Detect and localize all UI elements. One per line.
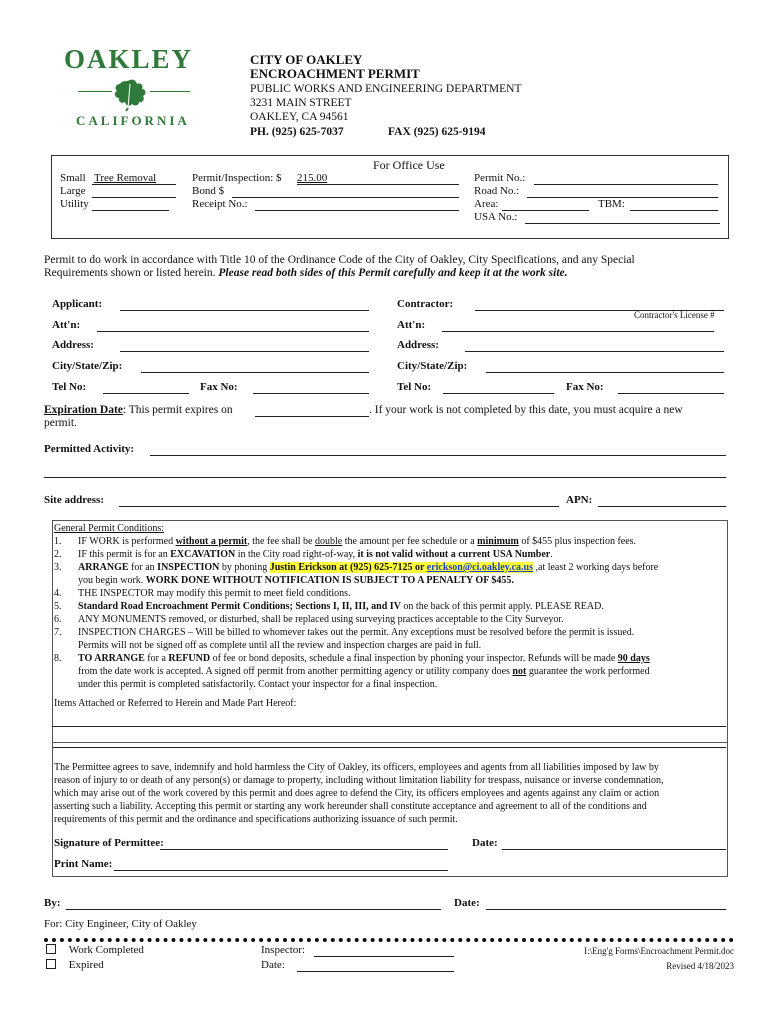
header-fax: FAX (925) 625-9194 xyxy=(388,126,486,138)
intro-text-line1: Permit to do work in accordance with Title 10 of the Ordinance Code of the City of Oakley, City Specifications, and any Special xyxy=(44,254,635,266)
intro-text-line2 xyxy=(44,267,568,279)
items-attached-field[interactable] xyxy=(52,715,726,727)
logo-wordmark: OAKLEY xyxy=(64,44,194,74)
condition-7: 7. INSPECTION CHARGES – Will be billed to whomever takes out the permit. Any exceptions must be resolved before the permit is issued. Permits will not be signed off as complete until all the review and inspection charges are paid in full. xyxy=(54,627,635,651)
footer-divider xyxy=(44,938,734,942)
attn-left-field[interactable] xyxy=(97,319,369,332)
signature-field[interactable] xyxy=(160,837,448,850)
condition-2: 2. IF this permit is for an EXCAVATION in the City road right-of-way, it is not valid without a current USA Number. xyxy=(54,549,553,560)
fax-left-label: Fax No: xyxy=(200,381,238,393)
work-completed-row xyxy=(46,944,144,956)
footer-date-field[interactable] xyxy=(297,959,454,972)
expiration-line: Expiration Date: This permit expires on xyxy=(44,404,233,416)
by-label: By: xyxy=(44,897,61,909)
expired-checkbox[interactable] xyxy=(46,959,56,969)
signature-date-label: Date: xyxy=(472,837,498,849)
office-permit-insp-label: Permit/Inspection: $ xyxy=(192,172,282,184)
office-small-label: Small xyxy=(60,172,86,184)
condition-3: 3. ARRANGE for an INSPECTION by phoning Justin Erickson at (925) 625-7125 or erickson@ci.oakley.ca.us ,at least 2 working days before you begin work. WORK DONE WITHOUT NOTIFICATION IS SUBJECT TO A PENALTY OF $455. xyxy=(54,562,659,586)
print-name-label: Print Name: xyxy=(54,858,113,870)
expired-label: Expired xyxy=(68,959,104,971)
apn-field[interactable] xyxy=(598,494,726,507)
tel-right-label: Tel No: xyxy=(397,381,432,393)
logo-rule-left xyxy=(78,91,112,92)
inspector-contact-highlight: Justin Erickson at (925) 625-7125 or xyxy=(269,562,427,573)
office-utility-label: Utility xyxy=(60,198,89,210)
expiration-label: Expiration Date xyxy=(44,404,123,416)
office-permit-no-field[interactable] xyxy=(534,172,718,185)
apn-label: APN: xyxy=(566,494,593,506)
agreement-text: The Permittee agrees to save, indemnify and hold harmless the City of Oakley, its officers, employees and agents from all liabilities imposed by law by reason of injury to or death of any person(s) or damage to property, including without limitation liability for trespass, nuisance or inverse condemnation, which may arise out of the work covered by this permit and does agree to defend the City, its officers employees and agents against any claim or action asserting such a liability. Accepting this permit or starting any work hereunder shall constitute acceptance and agreement to all of the conditions and requirements of this permit and the ordinance and specifications authorizing issuance of such permit. xyxy=(54,762,664,825)
footer-file-path: I:\Eng'g Forms\Encroachment Permit.doc xyxy=(584,946,734,956)
attn-left-label: Att'n: xyxy=(52,319,81,331)
office-road-no-field[interactable] xyxy=(527,185,718,198)
for-city-engineer: For: City Engineer, City of Oakley xyxy=(44,918,197,930)
footer-date-label: Date: xyxy=(261,959,285,971)
office-road-no-label: Road No.: xyxy=(474,185,520,197)
logo-subtitle: CALIFORNIA xyxy=(76,113,190,128)
address-left-field[interactable] xyxy=(120,339,369,352)
office-tbm-label: TBM: xyxy=(598,198,625,210)
header-department: PUBLIC WORKS AND ENGINEERING DEPARTMENT xyxy=(250,83,522,95)
office-tbm-field[interactable] xyxy=(630,198,718,211)
expiration-text-3: permit. xyxy=(44,417,77,429)
attn-right-label: Att'n: xyxy=(397,319,426,331)
general-conditions-title: General Permit Conditions: xyxy=(54,523,164,534)
office-area-field[interactable] xyxy=(502,198,589,211)
inspector-email-link[interactable]: erickson@ci.oakley.ca.us xyxy=(426,562,533,573)
attn-right-field[interactable] xyxy=(442,319,714,332)
intro-emphasis: Please read both sides of this Permit carefully and keep it at the work site. xyxy=(218,267,568,279)
header-city: CITY OF OAKLEY xyxy=(250,52,363,67)
header-city-zip: OAKLEY, CA 94561 xyxy=(250,111,349,123)
fax-right-field[interactable] xyxy=(618,381,724,394)
address-left-label: Address: xyxy=(52,339,94,351)
office-large-label: Large xyxy=(60,185,86,197)
office-area-label: Area: xyxy=(474,198,499,210)
condition-5: 5. Standard Road Encroachment Permit Conditions; Sections I, II, III, and IV on the back of this permit apply. PLEASE READ. xyxy=(54,601,604,612)
header-street: 3231 MAIN STREET xyxy=(250,97,352,109)
oak-leaf-icon xyxy=(108,76,152,112)
contractor-license-label: Contractor's License # xyxy=(634,310,715,320)
applicant-field[interactable] xyxy=(120,298,369,311)
office-bond-label: Bond $ xyxy=(192,185,225,197)
signature-label: Signature of Permittee: xyxy=(54,837,164,849)
items-attached-label: Items Attached or Referred to Herein and Made Part Hereof: xyxy=(54,698,297,709)
office-permit-no-label: Permit No.: xyxy=(474,172,526,184)
office-permit-insp-value: 215.00 xyxy=(297,172,328,184)
tel-left-field[interactable] xyxy=(103,381,189,394)
fax-left-field[interactable] xyxy=(253,381,369,394)
expiration-date-field[interactable] xyxy=(255,404,369,417)
office-receipt-label: Receipt No.: xyxy=(192,198,248,210)
general-conditions xyxy=(54,522,726,710)
applicant-label: Applicant: xyxy=(52,298,103,310)
expiration-text: This permit expires on xyxy=(128,404,233,416)
condition-6: 6. ANY MONUMENTS removed, or disturbed, shall be replaced using surveying practices acceptable to the City Surveyor. xyxy=(54,614,564,625)
office-bond-field[interactable] xyxy=(232,185,459,198)
header-phone: PH. (925) 625-7037 xyxy=(250,126,344,138)
work-completed-label: Work Completed xyxy=(68,944,144,956)
office-utility-field[interactable] xyxy=(92,198,169,211)
permitted-activity-field[interactable] xyxy=(150,443,726,456)
office-large-field[interactable] xyxy=(92,185,176,198)
office-receipt-field[interactable] xyxy=(255,198,459,211)
site-address-field[interactable] xyxy=(119,494,559,507)
office-small-value: Tree Removal xyxy=(94,172,157,184)
tel-left-label: Tel No: xyxy=(52,381,87,393)
permitted-activity-label: Permitted Activity: xyxy=(44,443,135,455)
condition-1: 1. IF WORK is performed without a permit, the fee shall be double the amount per fee schedule or a minimum of $455 plus inspection fees. xyxy=(54,536,637,547)
site-address-label: Site address: xyxy=(44,494,104,506)
signature-date-field[interactable] xyxy=(502,837,726,850)
footer-inspector-label: Inspector: xyxy=(261,944,305,956)
office-usa-no-field[interactable] xyxy=(525,211,720,224)
intro-text-line2-start: Requirements shown or listed herein. xyxy=(44,267,216,279)
address-right-label: Address: xyxy=(397,339,439,351)
header-title: ENCROACHMENT PERMIT xyxy=(250,66,420,81)
work-completed-checkbox[interactable] xyxy=(46,944,56,954)
expired-row xyxy=(46,959,104,971)
print-name-field[interactable] xyxy=(114,858,448,871)
condition-4: 4. THE INSPECTOR may modify this permit to meet field conditions. xyxy=(54,588,351,599)
csz-left-label: City/State/Zip: xyxy=(52,360,123,372)
office-usa-no-label: USA No.: xyxy=(474,211,518,223)
logo-rule-right xyxy=(150,91,190,92)
tel-right-field[interactable] xyxy=(443,381,554,394)
by-field[interactable] xyxy=(66,897,441,910)
csz-left-field[interactable] xyxy=(141,360,369,373)
office-permit-insp-field[interactable] xyxy=(297,172,459,185)
contractor-label: Contractor: xyxy=(397,298,454,310)
condition-8: 8. TO ARRANGE for a REFUND of fee or bond deposits, schedule a final inspection by phoning your inspector. Refunds will be made 90 days from the date work is accepted. A signed off permit from another permitting agency or utility company does not guarantee the work performed under this permit is completed satisfactorily. Contact your inspector for a final inspection. xyxy=(54,653,650,690)
permitted-activity-field-2[interactable] xyxy=(44,466,726,478)
office-use-title: For Office Use xyxy=(373,158,445,172)
by-date-label: Date: xyxy=(454,897,480,909)
footer-revised: Revised 4/18/2023 xyxy=(666,961,734,971)
footer-inspector-field[interactable] xyxy=(314,944,454,957)
address-right-field[interactable] xyxy=(465,339,724,352)
fax-right-label: Fax No: xyxy=(566,381,604,393)
by-date-field[interactable] xyxy=(486,897,726,910)
expiration-text-2: . If your work is not completed by this date, you must acquire a new xyxy=(369,404,683,416)
csz-right-field[interactable] xyxy=(486,360,724,373)
office-small-field[interactable] xyxy=(92,172,176,185)
csz-right-label: City/State/Zip: xyxy=(397,360,468,372)
